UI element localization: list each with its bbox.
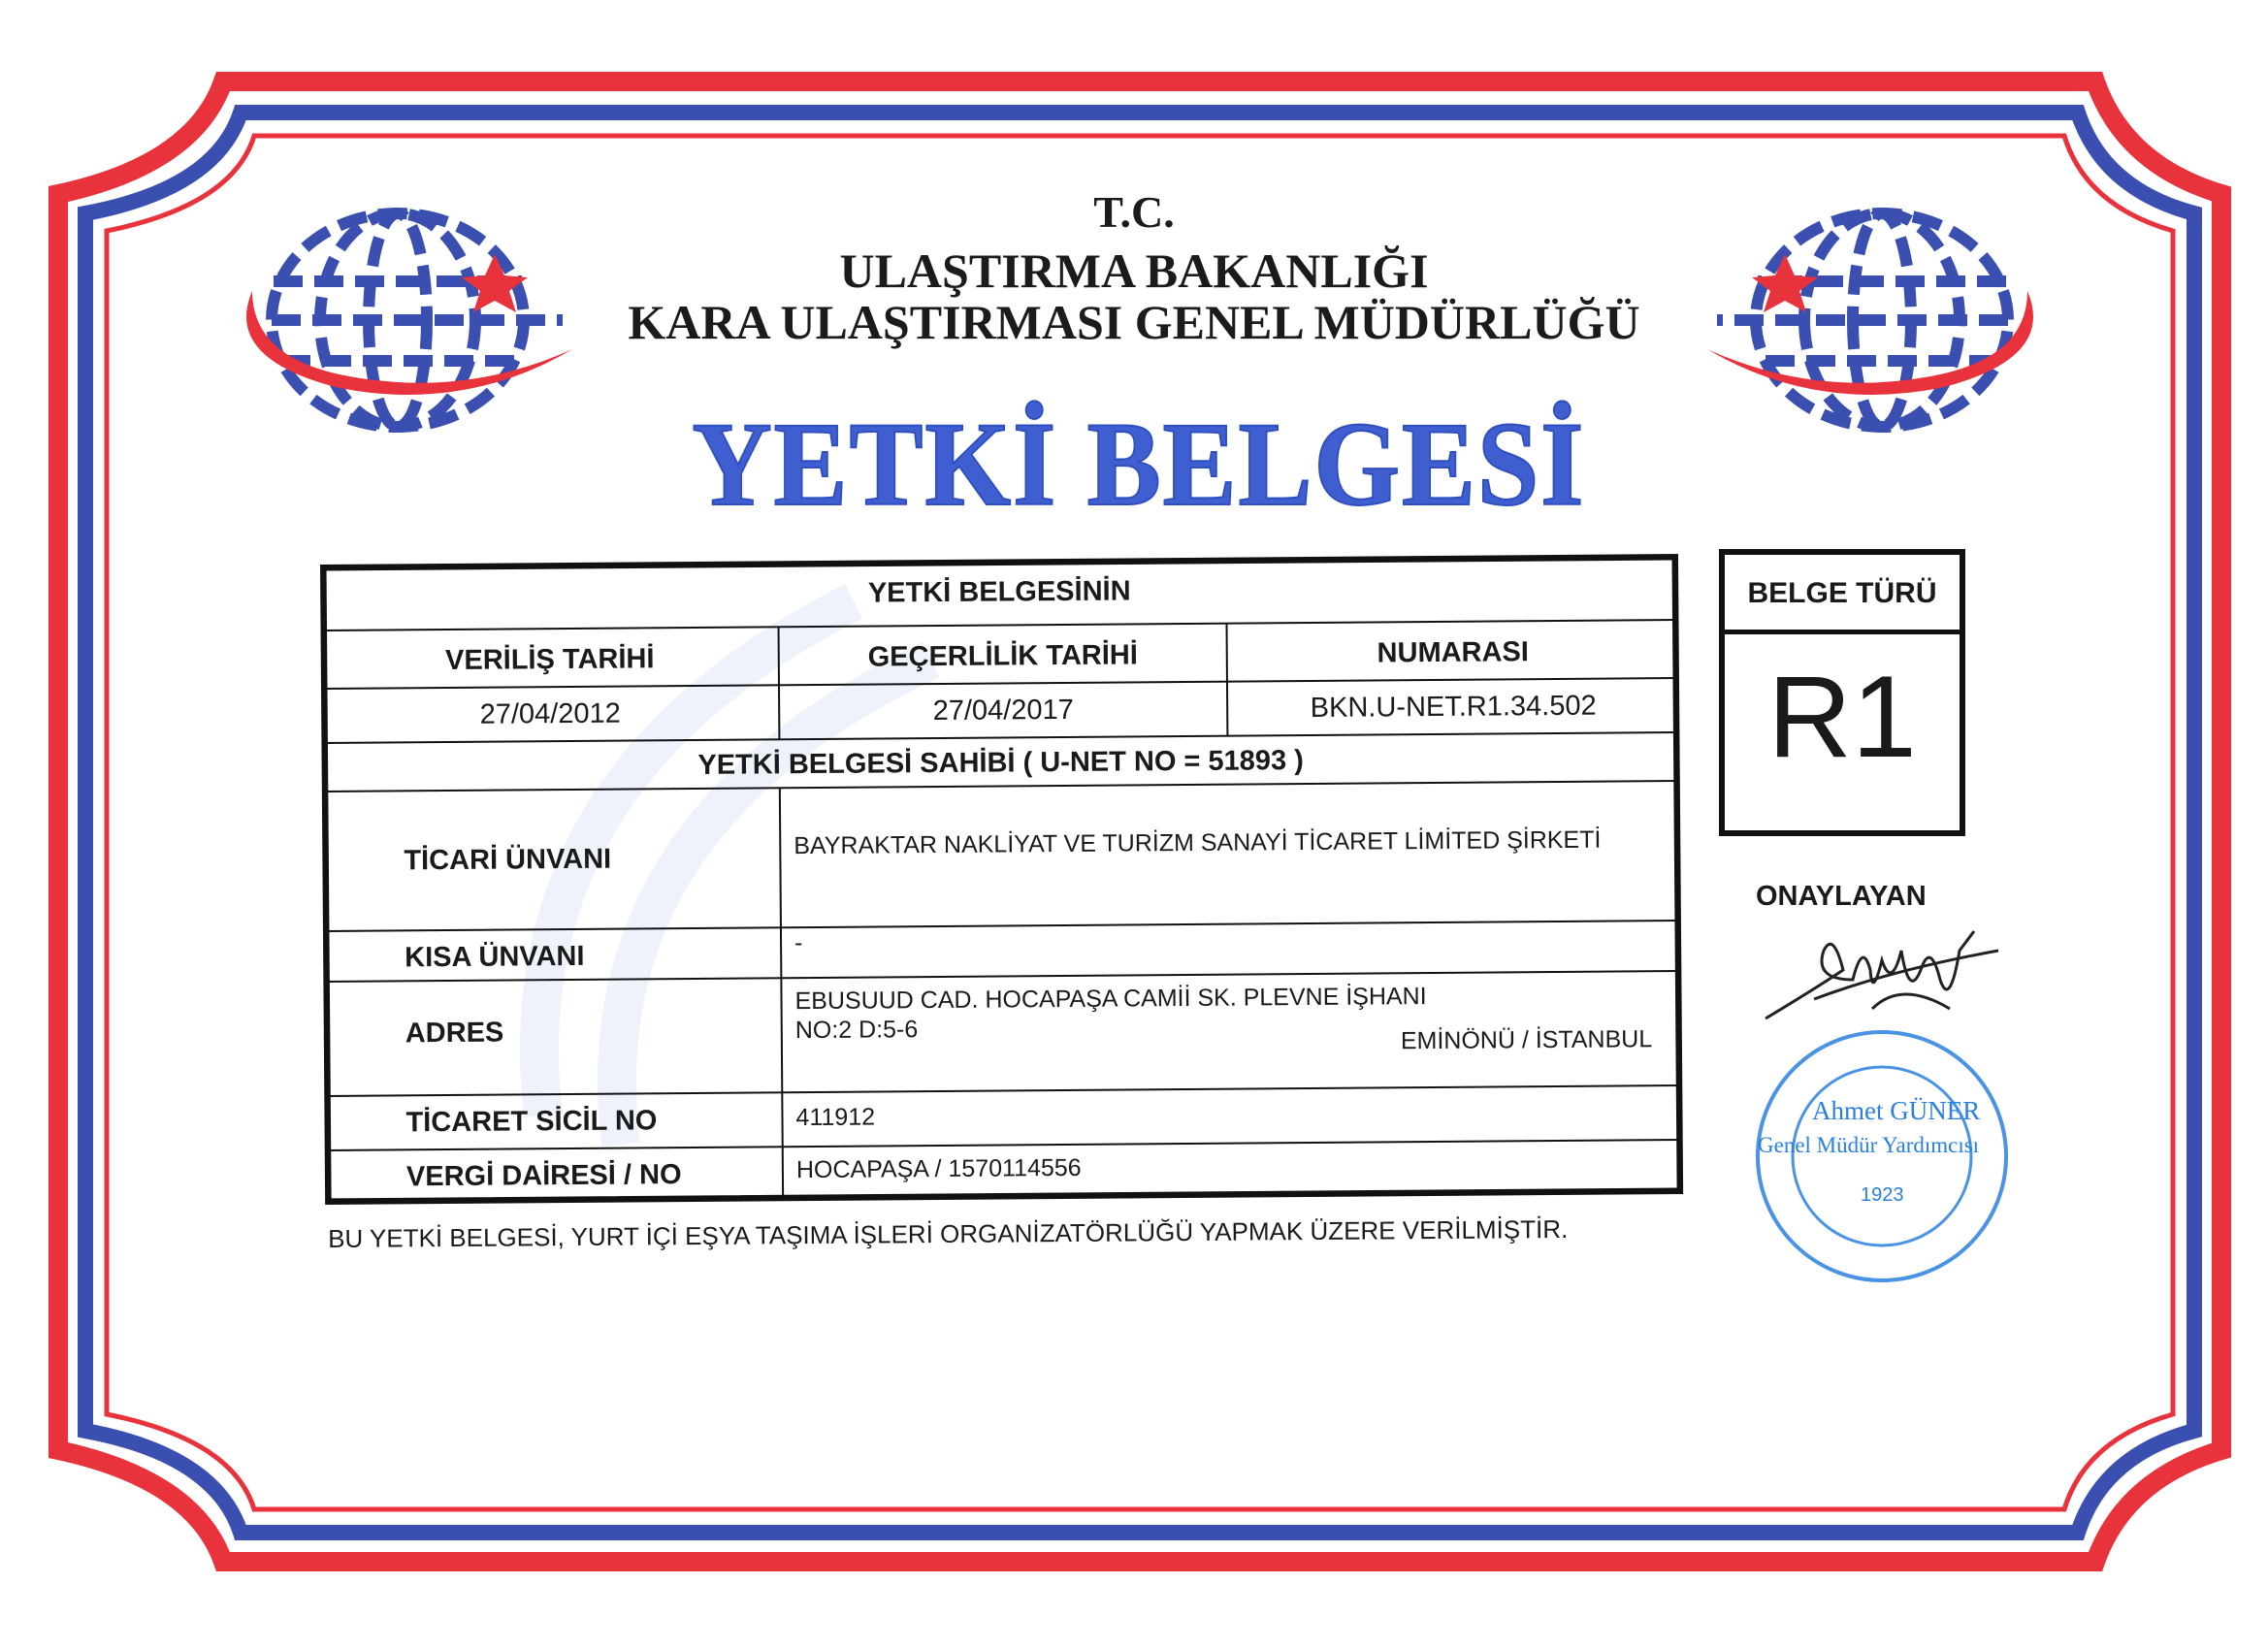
header-country: T.C. — [1093, 187, 1175, 237]
trade-name-value: BAYRAKTAR NAKLİYAT VE TURİZM SANAYİ TİCARET LİMİTED ŞİRKETİ — [794, 825, 1602, 860]
tax-office-label: VERGİ DAİRESİ / NO — [405, 1159, 682, 1193]
certificate-table — [320, 554, 1683, 1205]
address-line3: EMİNÖNÜ / İSTANBUL — [1400, 1025, 1653, 1055]
document-type-box — [1719, 549, 1965, 836]
issue-date-value: 27/04/2012 — [479, 697, 621, 730]
header-ministry: ULAŞTIRMA BAKANLIĞI — [839, 243, 1429, 298]
footer-note: BU YETKİ BELGESİ, YURT İÇİ EŞYA TAŞIMA İŞLERİ ORGANİZATÖRLÜĞÜ YAPMAK ÜZERE VERİLMİŞTİR. — [328, 1213, 1569, 1253]
certificate-number-value: BKN.U-NET.R1.34.502 — [1310, 690, 1597, 724]
short-name-label: KISA ÜNVANI — [405, 940, 585, 974]
trade-name-label: TİCARİ ÜNVANI — [404, 843, 612, 877]
approver-label: ONAYLAYAN — [1756, 881, 1927, 912]
trade-registry-value: 411912 — [795, 1103, 876, 1132]
header-directorate: KARA ULAŞTIRMASI GENEL MÜDÜRLÜĞÜ — [628, 295, 1640, 349]
document-type-value: R1 — [1767, 652, 1917, 782]
col-header-validity-date: GEÇERLİLİK TARİHİ — [867, 639, 1138, 673]
address-label: ADRES — [405, 1017, 504, 1050]
tax-office-value: HOCAPAŞA / 1570114556 — [795, 1153, 1082, 1184]
section-header: YETKİ BELGESİNİN — [867, 575, 1131, 609]
holder-header: YETKİ BELGESİ SAHİBİ ( U-NET NO = 51893 ) — [697, 745, 1304, 781]
validity-date-value: 27/04/2017 — [932, 694, 1074, 728]
address-line1: EBUSUUD CAD. HOCAPAŞA CAMİİ SK. PLEVNE İŞHANI — [794, 983, 1427, 1016]
stamp-title: Genel Müdür Yardımcısı — [1758, 1133, 1980, 1157]
short-name-value: - — [794, 929, 803, 957]
stamp-name: Ahmet GÜNER — [1812, 1096, 1981, 1125]
col-header-issue-date: VERİLİŞ TARİHİ — [444, 643, 655, 676]
document-type-label: BELGE TÜRÜ — [1725, 555, 1960, 634]
document-title: YETKİ BELGESİ — [692, 398, 1586, 531]
address-line2: NO:2 D:5-6 — [794, 1016, 919, 1045]
stamp-year: 1923 — [1861, 1184, 1904, 1206]
col-header-number: NUMARASI — [1377, 636, 1530, 669]
trade-registry-label: TİCARET SİCİL NO — [405, 1105, 658, 1139]
official-stamp — [1746, 1011, 2037, 1302]
